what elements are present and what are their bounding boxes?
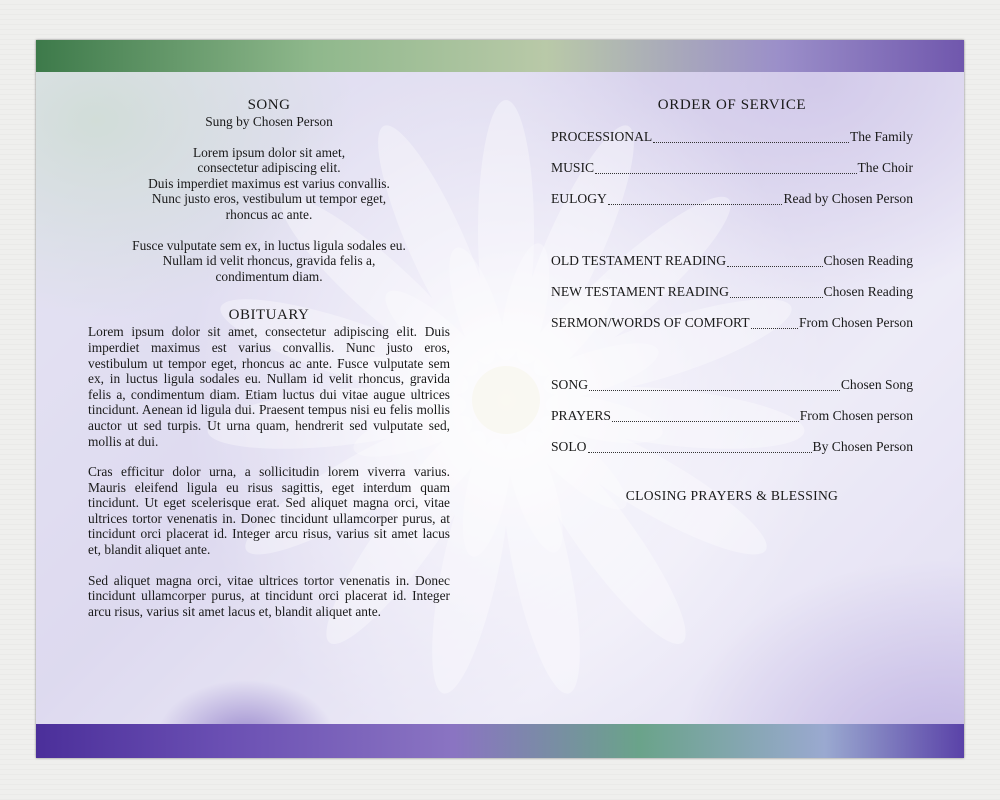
service-item-eulogy: [551, 191, 913, 222]
service-item-detail: Chosen Song: [840, 377, 913, 392]
right-panel: [551, 96, 913, 518]
dot-leader: [595, 163, 856, 174]
service-item-song: [551, 377, 913, 408]
service-item-prayers: [551, 408, 913, 439]
obituary-heading: OBITUARY: [228, 307, 310, 324]
service-item-sermon: [551, 315, 913, 346]
bottom-color-band: [36, 724, 964, 758]
dot-leader: [727, 256, 822, 267]
service-item-name: EULOGY: [551, 191, 607, 206]
dot-leader: [612, 411, 799, 422]
service-item-solo: [551, 439, 913, 470]
obituary-paragraph: Lorem ipsum dolor sit amet, consectetur adipiscing elit. Duis imperdiet maximus est varius convallis. Nunc justo eros, vestibulum ut tempor eget, rhoncus ac ante. Fusce vulputate sem ex, in luctus ligula sodales eu. Nullam id velit rhoncus, gravida felis a, condimentum diam. Etiam luctus dui vitae augue ultrices tincidunt. Aenean id ligula dui. Praesent tempus nisi eu felis mollis auctor ut sed turpis. Ut urna quam, hendrerit sed vulputate sed, mollis at dui.: [88, 324, 450, 449]
service-item-name: MUSIC: [551, 160, 595, 175]
service-item-detail: The Choir: [857, 160, 913, 175]
lyric-line: Lorem ipsum dolor sit amet,: [192, 144, 346, 160]
lyric-line: Nullam id velit rhoncus, gravida felis a,: [162, 253, 376, 269]
lyric-line: Duis imperdiet maximus est varius convallis.: [148, 175, 390, 191]
service-item-detail: The Family: [849, 129, 913, 144]
service-item-processional: [551, 129, 913, 160]
lyric-line: Fusce vulputate sem ex, in luctus ligula sodales eu.: [132, 237, 406, 253]
lyric-line: rhoncus ac ante.: [225, 206, 313, 222]
service-item-name: PRAYERS: [551, 408, 611, 423]
obituary-paragraph: Sed aliquet magna orci, vitae ultrices tortor venenatis in. Donec tincidunt ullamcorper purus, at tincidunt orci placerat id. Integer arcu risus, varius sit amet lacus et, blandit aliquet ante.: [88, 572, 450, 619]
service-item-name: SONG: [551, 377, 589, 392]
service-item-detail: Chosen Reading: [823, 253, 913, 268]
program-page: [36, 40, 964, 758]
service-item-name: PROCESSIONAL: [551, 129, 653, 144]
dot-leader: [588, 442, 812, 453]
dot-leader: [653, 132, 849, 143]
song-subtitle: Sung by Chosen Person: [205, 114, 333, 129]
service-item-old-testament: [551, 253, 913, 284]
song-lyrics-2: [88, 238, 450, 285]
service-item-name: SOLO: [551, 439, 587, 454]
dot-leader: [589, 380, 840, 391]
service-item-new-testament: [551, 284, 913, 315]
song-lyrics-1: [88, 145, 450, 223]
service-item-name: SERMON/WORDS OF COMFORT: [551, 315, 750, 330]
service-item-detail: Read by Chosen Person: [783, 191, 913, 206]
closing-blessing: CLOSING PRAYERS & BLESSING: [625, 488, 839, 503]
service-item-name: NEW TESTAMENT READING: [551, 284, 729, 299]
service-item-music: [551, 160, 913, 191]
order-of-service-heading: ORDER OF SERVICE: [657, 97, 807, 113]
dot-leader: [730, 287, 823, 298]
obituary-paragraph: Cras efficitur dolor urna, a sollicitudin lorem viverra varius. Mauris eleifend ligula eu risus sagittis, eget interdum quam tincidunt. Ut eget scelerisque erat. Sed aliquet magna orci, vitae ultrices tortor venenatis in. Donec tincidunt ullamcorper purus, at tincidunt orci placerat id. Integer arcu risus, varius sit amet lacus et, blandit aliquet ante.: [88, 464, 450, 558]
lyric-line: Nunc justo eros, vestibulum ut tempor eget,: [151, 191, 387, 207]
service-item-detail: From Chosen Person: [798, 315, 913, 330]
dot-leader: [608, 194, 783, 205]
service-item-detail: By Chosen Person: [812, 439, 913, 454]
lyric-line: consectetur adipiscing elit.: [197, 160, 341, 176]
left-panel: [88, 96, 450, 634]
service-item-name: OLD TESTAMENT READING: [551, 253, 727, 268]
service-item-detail: Chosen Reading: [823, 284, 913, 299]
service-item-detail: From Chosen person: [799, 408, 913, 423]
lyric-line: condimentum diam.: [215, 268, 323, 284]
song-heading: SONG: [247, 97, 291, 113]
top-color-band: [36, 40, 964, 72]
dot-leader: [751, 318, 798, 329]
